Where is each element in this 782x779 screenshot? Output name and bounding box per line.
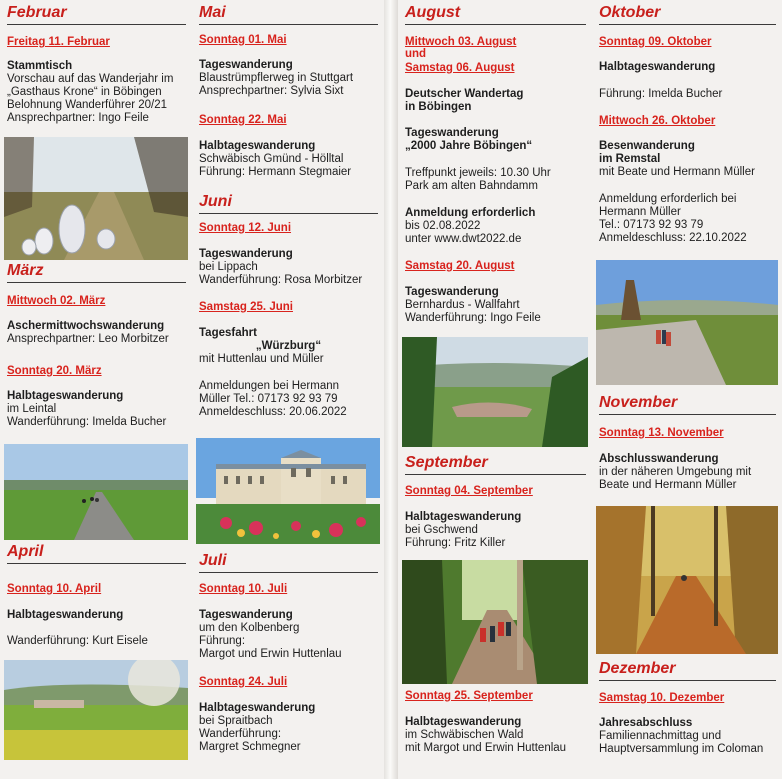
event-details: bei Spraitbach Wanderführung: Margret Schmegner (199, 715, 301, 753)
photo-sculpture-park (4, 137, 188, 260)
event-registration: Anmeldung erforderlich bei Hermann Müller Tel.: 07173 92 93 79 Anmeldeschluss: 22.10.2022 (599, 193, 747, 244)
event-details: bei Gschwend Führung: Fritz Killer (405, 524, 506, 549)
event-title: Tageswanderung „2000 Jahre Böbingen“ (405, 127, 533, 152)
event-date: Samstag 20. August (405, 260, 515, 272)
panel-2 (192, 0, 384, 779)
event-details: Ansprechpartner: Leo Morbitzer (7, 333, 169, 345)
event-details: mit Beate und Hermann Müller (599, 166, 755, 178)
photo-country-road (4, 444, 188, 540)
event-date: Sonntag 01. Mai (199, 34, 287, 46)
event-date: Sonntag 22. Mai (199, 114, 287, 126)
month-heading-juni: Juni (199, 193, 378, 214)
event-details: mit Huttenlau und Müller (199, 353, 324, 365)
event-registration-title: Anmeldung erforderlich (405, 207, 536, 219)
event-title: Besenwanderung im Remstal (599, 140, 695, 165)
event-date: Sonntag 13. November (599, 427, 724, 439)
event-title: Abschlusswanderung (599, 453, 719, 465)
event-date: Sonntag 04. September (405, 485, 533, 497)
panel-3 (398, 0, 592, 779)
event-date: Mittwoch 02. März (7, 295, 106, 307)
month-heading-september: September (405, 454, 586, 475)
event-date: Sonntag 25. September (405, 690, 533, 702)
event-title: Stammtisch (7, 60, 73, 72)
event-title: Aschermittwochswanderung (7, 320, 165, 332)
photo-vineyard-path (596, 260, 778, 385)
event-title: Halbtageswanderung (7, 390, 124, 402)
event-details: Führung: Imelda Bucher (599, 88, 723, 100)
month-heading-maerz: März (7, 262, 186, 283)
event-title: Jahresabschluss (599, 717, 693, 729)
event-date: Freitag 11. Februar (7, 36, 110, 48)
event-date: Mittwoch 03. August (405, 36, 517, 48)
event-title: Tagesfahrt (199, 327, 257, 339)
event-date: Sonntag 12. Juni (199, 222, 292, 234)
photo-residenz-wuerzburg (196, 438, 380, 544)
event-details: Familiennachmittag und Hauptversammlung im Coloman (599, 730, 764, 755)
event-details: Vorschau auf das Wanderjahr im „Gasthaus Krone“ in Böbingen Belohnung Wanderführer 20/21 Ansprechpartner: Ingo Feile (7, 73, 174, 124)
event-details: Schwäbisch Gmünd - Hölltal Führung: Hermann Stegmaier (199, 153, 352, 178)
event-details: um den Kolbenberg Führung: Margot und Erwin Huttenlau (199, 622, 342, 660)
photo-valley-view (402, 337, 588, 447)
event-title: Tageswanderung (199, 609, 293, 621)
photo-autumn-forest (596, 506, 778, 654)
center-fold (384, 0, 398, 779)
event-date: Sonntag 09. Oktober (599, 36, 712, 48)
event-details: Blaustrümpflerweg in Stuttgart Ansprechpartner: Sylvia Sixt (199, 72, 354, 97)
month-heading-november: November (599, 394, 776, 415)
event-details: im Schwäbischen Wald mit Margot und Erwin Huttenlau (405, 729, 567, 754)
event-details: in der näheren Umgebung mit Beate und Hermann Müller (599, 466, 752, 491)
event-title: Halbtageswanderung (405, 716, 522, 728)
event-details: Wanderführung: Kurt Eisele (7, 635, 148, 647)
event-details: bei Lippach Wanderführung: Rosa Morbitzer (199, 261, 363, 286)
event-title: Halbtageswanderung (199, 140, 316, 152)
event-details: Treffpunkt jeweils: 10.30 Uhr Park am alten Bahndamm (405, 167, 551, 192)
month-heading-februar: Februar (7, 4, 186, 25)
month-heading-dezember: Dezember (599, 660, 776, 681)
month-heading-juli: Juli (199, 552, 378, 573)
month-heading-oktober: Oktober (599, 4, 776, 25)
event-title: Halbtageswanderung (7, 609, 124, 621)
photo-forest-hikers (402, 560, 588, 684)
event-date: Sonntag 24. Juli (199, 676, 288, 688)
event-details: Bernhardus - Wallfahrt Wanderführung: Ingo Feile (405, 299, 541, 324)
event-date: Sonntag 10. Juli (199, 583, 288, 595)
event-subtitle: „Würzburg“ (255, 340, 322, 352)
photo-village-spring (4, 660, 188, 760)
event-date: Samstag 25. Juni (199, 301, 293, 313)
event-details: im Leintal Wanderführung: Imelda Bucher (7, 403, 167, 428)
event-title: Tageswanderung (405, 286, 499, 298)
event-title: Halbtageswanderung (199, 702, 316, 714)
event-title: Deutscher Wandertag in Böbingen (405, 88, 524, 113)
panel-4 (592, 0, 782, 779)
event-date: Samstag 06. August (405, 62, 515, 74)
event-date: Sonntag 20. März (7, 365, 102, 377)
event-date: Sonntag 10. April (7, 583, 102, 595)
month-heading-mai: Mai (199, 4, 378, 25)
event-date-connector: und (405, 48, 427, 60)
event-registration: bis 02.08.2022 unter www.dwt2022.de (405, 220, 522, 245)
event-title: Halbtageswanderung (599, 61, 716, 73)
event-registration: Anmeldungen bei Hermann Müller Tel.: 07173 92 93 79 Anmeldeschluss: 20.06.2022 (199, 380, 347, 418)
month-heading-august: August (405, 4, 586, 25)
event-date: Samstag 10. Dezember (599, 692, 725, 704)
event-title: Tageswanderung (199, 59, 293, 71)
event-title: Halbtageswanderung (405, 511, 522, 523)
event-date: Mittwoch 26. Oktober (599, 115, 716, 127)
panel-1 (0, 0, 192, 779)
month-heading-april: April (7, 543, 186, 564)
event-title: Tageswanderung (199, 248, 293, 260)
